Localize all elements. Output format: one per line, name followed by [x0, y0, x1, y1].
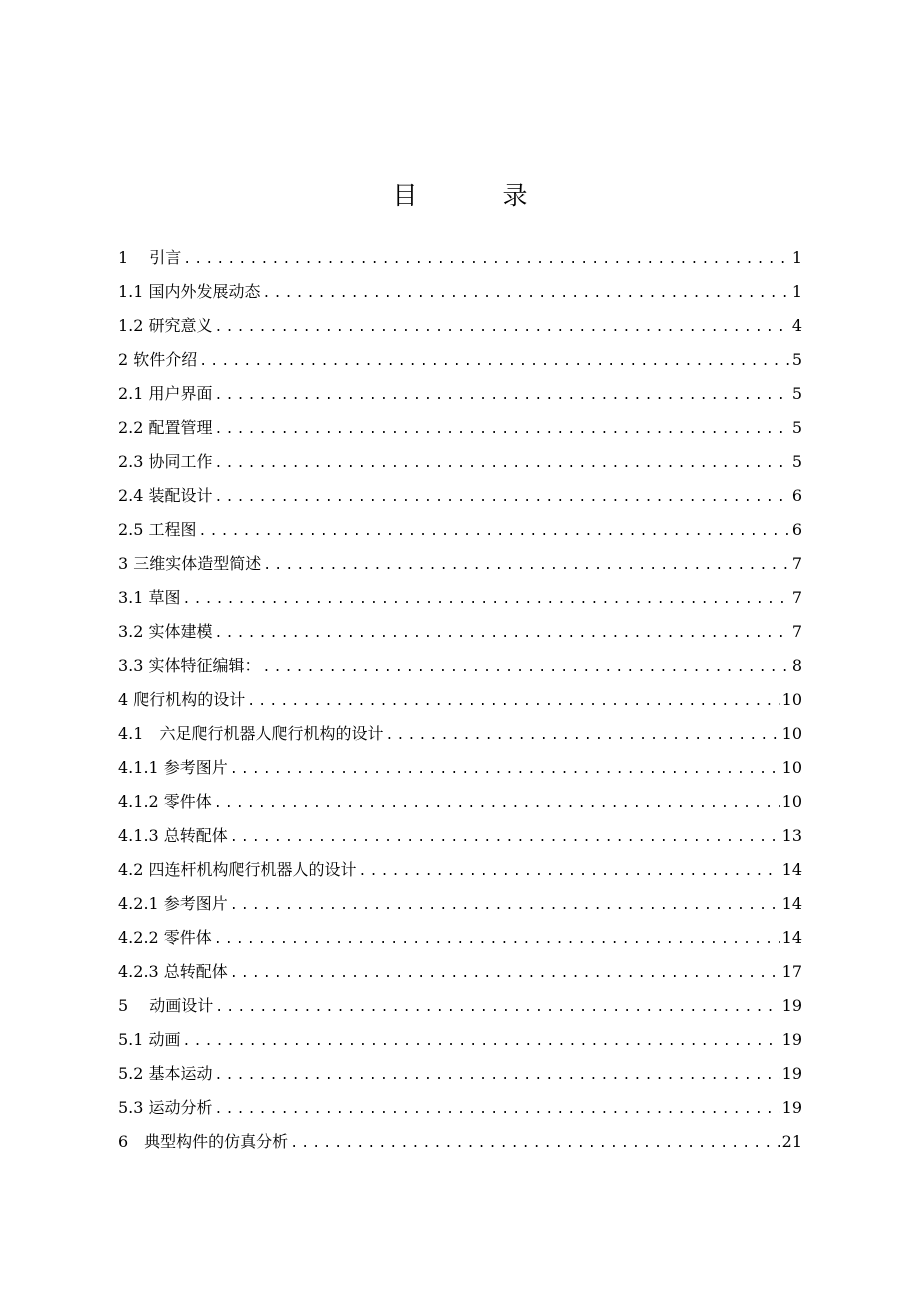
toc-entry [118, 479, 802, 513]
toc-leader [215, 311, 790, 345]
toc-entry-label: 5.2 基本运动 [118, 1064, 213, 1083]
toc-leader [183, 243, 790, 277]
toc-entry-page: 1 [791, 282, 802, 301]
toc-entry [118, 887, 802, 921]
toc-entry-page: 10 [781, 758, 802, 777]
toc-entry [118, 989, 802, 1023]
toc-entry [118, 275, 802, 309]
toc-entry-label: 2.3 协同工作 [118, 452, 213, 471]
toc-leader [215, 617, 790, 651]
toc-entry [118, 853, 802, 887]
toc-leader [263, 549, 790, 583]
toc-entry-label: 4.2.1 参考图片 [118, 894, 228, 913]
toc-entry [118, 547, 802, 581]
toc-entry-label: 5 动画设计 [118, 996, 214, 1015]
toc-leader [247, 685, 779, 719]
toc-entry-page: 19 [781, 1098, 802, 1117]
toc-entry [118, 819, 802, 853]
toc-leader [230, 957, 780, 991]
toc-entry [118, 309, 802, 343]
toc-entry-label: 6 典型构件的仿真分析 [118, 1132, 289, 1151]
toc-leader [290, 1127, 779, 1161]
toc-leader [359, 855, 780, 889]
toc-leader [214, 923, 780, 957]
toc-entry-page: 19 [781, 1030, 802, 1049]
toc-entry-page: 10 [781, 724, 802, 743]
toc-entry-page: 19 [781, 1064, 802, 1083]
toc-entry-page: 10 [781, 792, 802, 811]
toc-entry-label: 5.3 运动分析 [118, 1098, 213, 1117]
toc-leader [385, 719, 779, 753]
toc-entry [118, 1125, 802, 1159]
toc-leader [230, 821, 780, 855]
toc-leader [230, 753, 780, 787]
toc-entry-page: 7 [791, 622, 802, 641]
toc-entry-label: 2.1 用户界面 [118, 384, 213, 403]
toc-entry-label: 4 爬行机构的设计 [118, 690, 246, 709]
toc-entry-label: 2.5 工程图 [118, 520, 197, 539]
toc-entry-label: 3 三维实体造型简述 [118, 554, 262, 573]
toc-entry [118, 1091, 802, 1125]
toc-entry-page: 5 [791, 418, 802, 437]
toc-leader [199, 515, 790, 549]
toc-entry [118, 1023, 802, 1057]
toc-leader [214, 787, 780, 821]
toc-entry-page: 21 [781, 1132, 802, 1151]
toc-entry [118, 615, 802, 649]
toc-entry-label: 1.2 研究意义 [118, 316, 213, 335]
toc-leader [215, 1059, 780, 1093]
toc-leader [215, 379, 790, 413]
toc-leader [215, 991, 779, 1025]
toc-entry-page: 14 [781, 860, 802, 879]
toc-entry [118, 1057, 802, 1091]
toc-leader [215, 447, 790, 481]
toc-leader [263, 277, 790, 311]
toc-entry-page: 7 [791, 588, 802, 607]
toc-entry [118, 921, 802, 955]
toc-entry [118, 445, 802, 479]
toc-title: 目 录 [392, 181, 558, 210]
toc-entry [118, 751, 802, 785]
toc-entry [118, 717, 802, 751]
toc-entry-label: 2 软件介绍 [118, 350, 198, 369]
toc-entry-label: 3.3 实体特征编辑： [118, 656, 261, 675]
toc-entry-label: 4.1.1 参考图片 [118, 758, 228, 777]
toc-entry-label: 4.2 四连杆机构爬行机器人的设计 [118, 860, 357, 879]
toc-entry-page: 14 [781, 894, 802, 913]
toc-entry [118, 343, 802, 377]
toc-entry-page: 1 [791, 248, 802, 267]
toc-entry-page: 5 [791, 452, 802, 471]
toc-entry [118, 683, 802, 717]
toc-entry-page: 8 [791, 656, 802, 675]
toc-entry-label: 4.2.2 零件体 [118, 928, 212, 947]
toc-entry [118, 513, 802, 547]
toc-entry-label: 4.1.2 零件体 [118, 792, 212, 811]
toc-entry [118, 581, 802, 615]
toc-leader [230, 889, 780, 923]
toc-entry-label: 1.1 国内外发展动态 [118, 282, 261, 301]
toc-entry-page: 10 [781, 690, 802, 709]
toc-entry-page: 19 [781, 996, 802, 1015]
toc-entry-page: 17 [781, 962, 802, 981]
toc-leader [183, 1025, 780, 1059]
toc-entry-page: 6 [791, 486, 802, 505]
toc-entry-label: 5.1 动画 [118, 1030, 181, 1049]
toc-entry [118, 649, 802, 683]
toc-entry-page: 14 [781, 928, 802, 947]
toc-entry-label: 3.1 草图 [118, 588, 181, 607]
toc-entry [118, 955, 802, 989]
toc-entry [118, 241, 802, 275]
toc-entry-page: 6 [791, 520, 802, 539]
toc-entry-page: 5 [791, 350, 802, 369]
toc-entry-label: 1 引言 [118, 248, 182, 267]
toc-entry [118, 377, 802, 411]
toc-entry-label: 2.2 配置管理 [118, 418, 213, 437]
toc-leader [183, 583, 790, 617]
toc-entry-label: 4.2.3 总转配体 [118, 962, 228, 981]
toc-entry-label: 4.1.3 总转配体 [118, 826, 228, 845]
toc-leader [215, 413, 790, 447]
toc-leader [215, 481, 790, 515]
toc-entry [118, 785, 802, 819]
toc-entry-label: 3.2 实体建模 [118, 622, 213, 641]
toc-entry-label: 4.1 六足爬行机器人爬行机构的设计 [118, 724, 384, 743]
toc-leader [263, 651, 790, 685]
toc-list [118, 241, 802, 1159]
toc-entry-page: 7 [791, 554, 802, 573]
toc-leader [199, 345, 790, 379]
toc-entry [118, 411, 802, 445]
toc-leader [215, 1093, 780, 1127]
toc-entry-page: 5 [791, 384, 802, 403]
toc-entry-page: 13 [781, 826, 802, 845]
toc-entry-label: 2.4 装配设计 [118, 486, 213, 505]
toc-entry-page: 4 [791, 316, 802, 335]
